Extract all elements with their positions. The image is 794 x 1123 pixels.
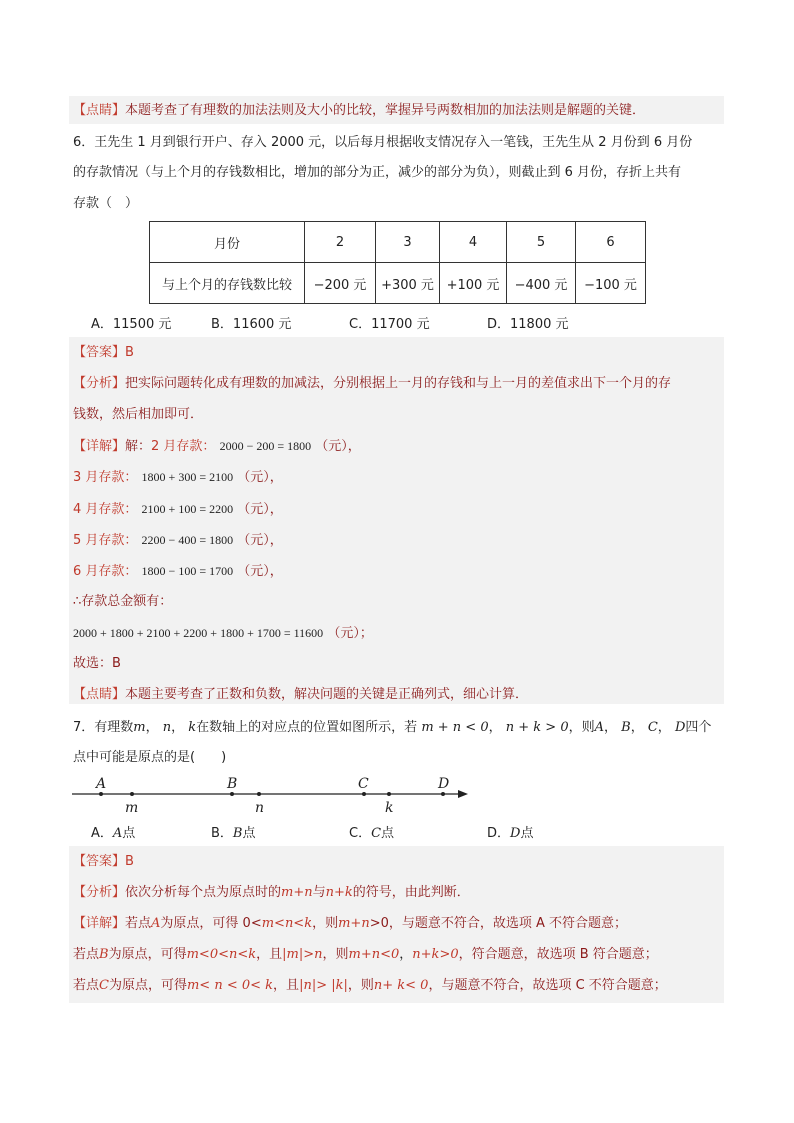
label-a: A — [96, 776, 107, 792]
q7-option-d[interactable]: D．D点 — [487, 826, 534, 841]
q7-analysis: 【分析】依次分析每个点为原点时的m+n与n+k的符号，由此判断． — [73, 885, 470, 900]
q6-detail-6: 6 月存款： 1800 − 100 = 1700 （元）， — [73, 564, 283, 579]
number-line-figure — [70, 772, 480, 816]
q6-detail-2: 【详解】解：2 月存款： 2000 − 200 = 1800 （元）， — [73, 439, 361, 454]
q7-option-c[interactable]: C．C点 — [349, 826, 395, 841]
q6-analysis-2: 钱数，然后相加即可． — [73, 407, 204, 422]
label-d: D — [438, 776, 450, 792]
comment-5: 【点睛】本题考查了有理数的加法法则及大小的比较，掌握异号两数相加的加法法则是解题的关键． — [73, 103, 646, 118]
q7-option-a[interactable]: A．A点 — [91, 826, 136, 841]
label-n: n — [255, 800, 265, 816]
table-row: 月份 2 3 4 5 6 — [150, 222, 646, 263]
q6-total: 2000 + 1800 + 2100 + 2200 + 1800 + 1700 = 11600 （元）； — [73, 626, 373, 641]
q6-option-c[interactable]: C．11700 元 — [349, 317, 430, 332]
label-k: k — [385, 800, 394, 816]
q6-analysis-1: 【分析】把实际问题转化成有理数的加减法，分别根据上一月的存钱和与上一月的差值求出下一个月的存 — [73, 376, 672, 391]
q6-comment: 【点睛】本题主要考查了正数和负数，解决问题的关键是正确列式，细心计算． — [73, 687, 529, 702]
q7-line2: 点中可能是原点的是( ) — [73, 750, 227, 765]
q6-total-label: ∴存款总金额有： — [73, 594, 173, 609]
q6-choose: 故选：B — [73, 656, 121, 671]
table-row: 与上个月的存钱数比较 −200 元 +300 元 +100 元 −400 元 −100 元 — [150, 263, 646, 304]
q6-line3: 存款（ ） — [73, 196, 139, 211]
point-m — [130, 792, 134, 796]
q7-answer: 【答案】B — [73, 854, 134, 869]
q7-detail-2: 若点B为原点，可得m<0<n<k，且|m|>n，则m+n<0，n+k>0，符合题意，故选项 B 符合题意； — [73, 947, 658, 962]
q7-detail-1: 【详解】若点A为原点，可得 0<m<n<k，则m+n>0，与题意不符合，故选项 A 不符合题意； — [73, 916, 628, 931]
axis-arrow — [458, 790, 468, 798]
q6-option-b[interactable]: B．11600 元 — [211, 317, 292, 332]
point-k — [387, 792, 391, 796]
point-c — [362, 792, 366, 796]
q7-detail-3: 若点C为原点，可得m< n < 0< k，且|n|> |k|，则n+ k< 0，与题意不符合，故选项 C 不符合题意； — [73, 978, 667, 993]
q6-detail-4: 4 月存款： 2100 + 100 = 2200 （元）， — [73, 502, 283, 517]
q7-line1: 7．有理数m， n， k在数轴上的对应点的位置如图所示，若 m + n < 0， n + k > 0，则A， B， C， D四个 — [73, 720, 712, 735]
q6-line2: 的存款情况（与上个月的存钱数相比，增加的部分为正，减少的部分为负），则截止到 6 月份，存折上共有 — [73, 165, 682, 180]
q6-line1: 6．王先生 1 月到银行开户、存入 2000 元，以后每月根据收支情况存入一笔钱，王先生从 2 月份到 6 月份 — [73, 135, 693, 150]
label-b: B — [227, 776, 238, 792]
deposit-table — [149, 221, 646, 304]
point-d — [441, 792, 445, 796]
point-b — [230, 792, 234, 796]
label-m: m — [125, 800, 139, 816]
q6-option-a[interactable]: A．11500 元 — [91, 317, 172, 332]
q6-answer: 【答案】B — [73, 345, 134, 360]
point-a — [99, 792, 103, 796]
q6-option-d[interactable]: D．11800 元 — [487, 317, 569, 332]
q6-detail-3: 3 月存款： 1800 + 300 = 2100 （元）， — [73, 470, 283, 485]
q6-detail-5: 5 月存款： 2200 − 400 = 1800 （元）， — [73, 533, 283, 548]
label-c: C — [358, 776, 369, 792]
point-n — [257, 792, 261, 796]
q7-option-b[interactable]: B．B点 — [211, 826, 256, 841]
